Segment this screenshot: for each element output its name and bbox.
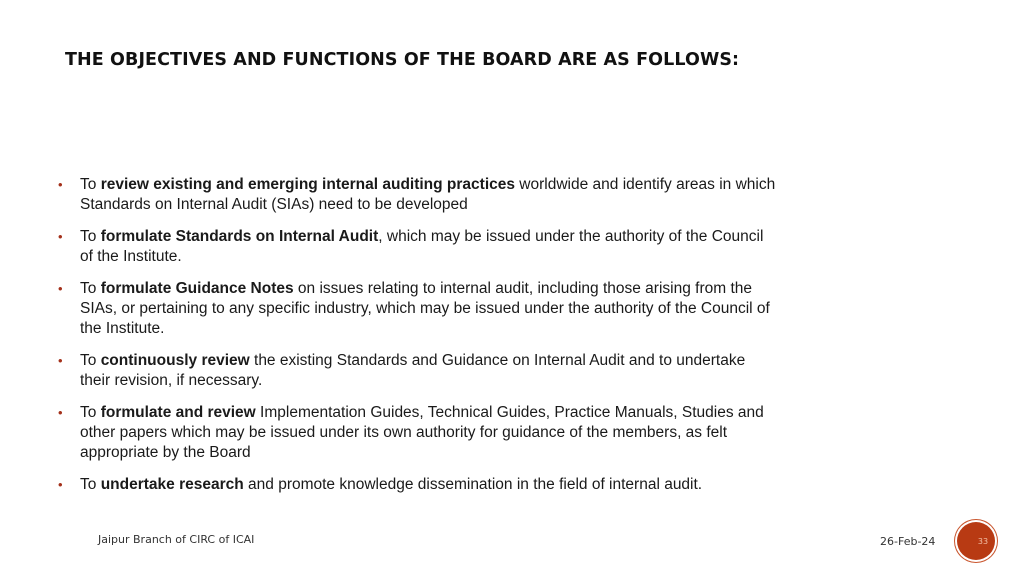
bullet-text: Implementation Guides, Technical Guides, Practice Manuals, Studies and other papers which may be issued under its own authority for guidance of the members, as felt appropriate by the Board (80, 404, 764, 461)
objectives-list (58, 175, 778, 507)
bullet-icon: • (58, 405, 63, 420)
footer-organization: Jaipur Branch of CIRC of ICAI (98, 533, 255, 546)
bullet-icon: • (58, 177, 63, 192)
bullet-text: the existing Standards and Guidance on Internal Audit and to undertake their revision, if necessary. (80, 352, 746, 389)
bullet-lead: To (80, 176, 101, 193)
bullet-icon: • (58, 353, 63, 368)
list-item (58, 227, 778, 267)
bullet-icon: • (58, 281, 63, 296)
bullet-text: , which may be issued under the authority of the Council of the Institute. (80, 228, 764, 265)
bullet-text: worldwide and identify areas in which Standards on Internal Audit (SIAs) need to be developed (80, 176, 776, 213)
bullet-lead: To (80, 476, 101, 493)
bullet-lead: To (80, 228, 101, 245)
list-item (58, 403, 778, 463)
list-item (58, 351, 778, 391)
bullet-lead: To (80, 404, 101, 421)
bullet-emphasis: formulate Guidance Notes (100, 280, 294, 297)
list-item (58, 279, 778, 339)
footer-date: 26-Feb-24 (880, 535, 936, 548)
bullet-icon: • (58, 477, 63, 492)
bullet-text: on issues relating to internal audit, including those arising from the SIAs, or pertaining to any specific industry, which may be issued under the authority of the Council of the Institute. (80, 280, 770, 337)
bullet-emphasis: undertake research (100, 476, 244, 493)
slide-title: THE OBJECTIVES AND FUNCTIONS OF THE BOARD ARE AS FOLLOWS: (65, 50, 740, 70)
bullet-emphasis: formulate and review (100, 404, 256, 421)
bullet-lead: To (80, 352, 101, 369)
bullet-lead: To (80, 280, 101, 297)
list-item (58, 475, 778, 495)
bullet-text: and promote knowledge dissemination in the field of internal audit. (243, 476, 703, 493)
page-number-badge (957, 522, 995, 560)
bullet-emphasis: continuously review (100, 352, 250, 369)
page-number: 33 (977, 536, 989, 546)
bullet-emphasis: review existing and emerging internal auditing practices (100, 176, 515, 193)
bullet-icon: • (58, 229, 63, 244)
list-item (58, 175, 778, 215)
bullet-emphasis: formulate Standards on Internal Audit (100, 228, 379, 245)
